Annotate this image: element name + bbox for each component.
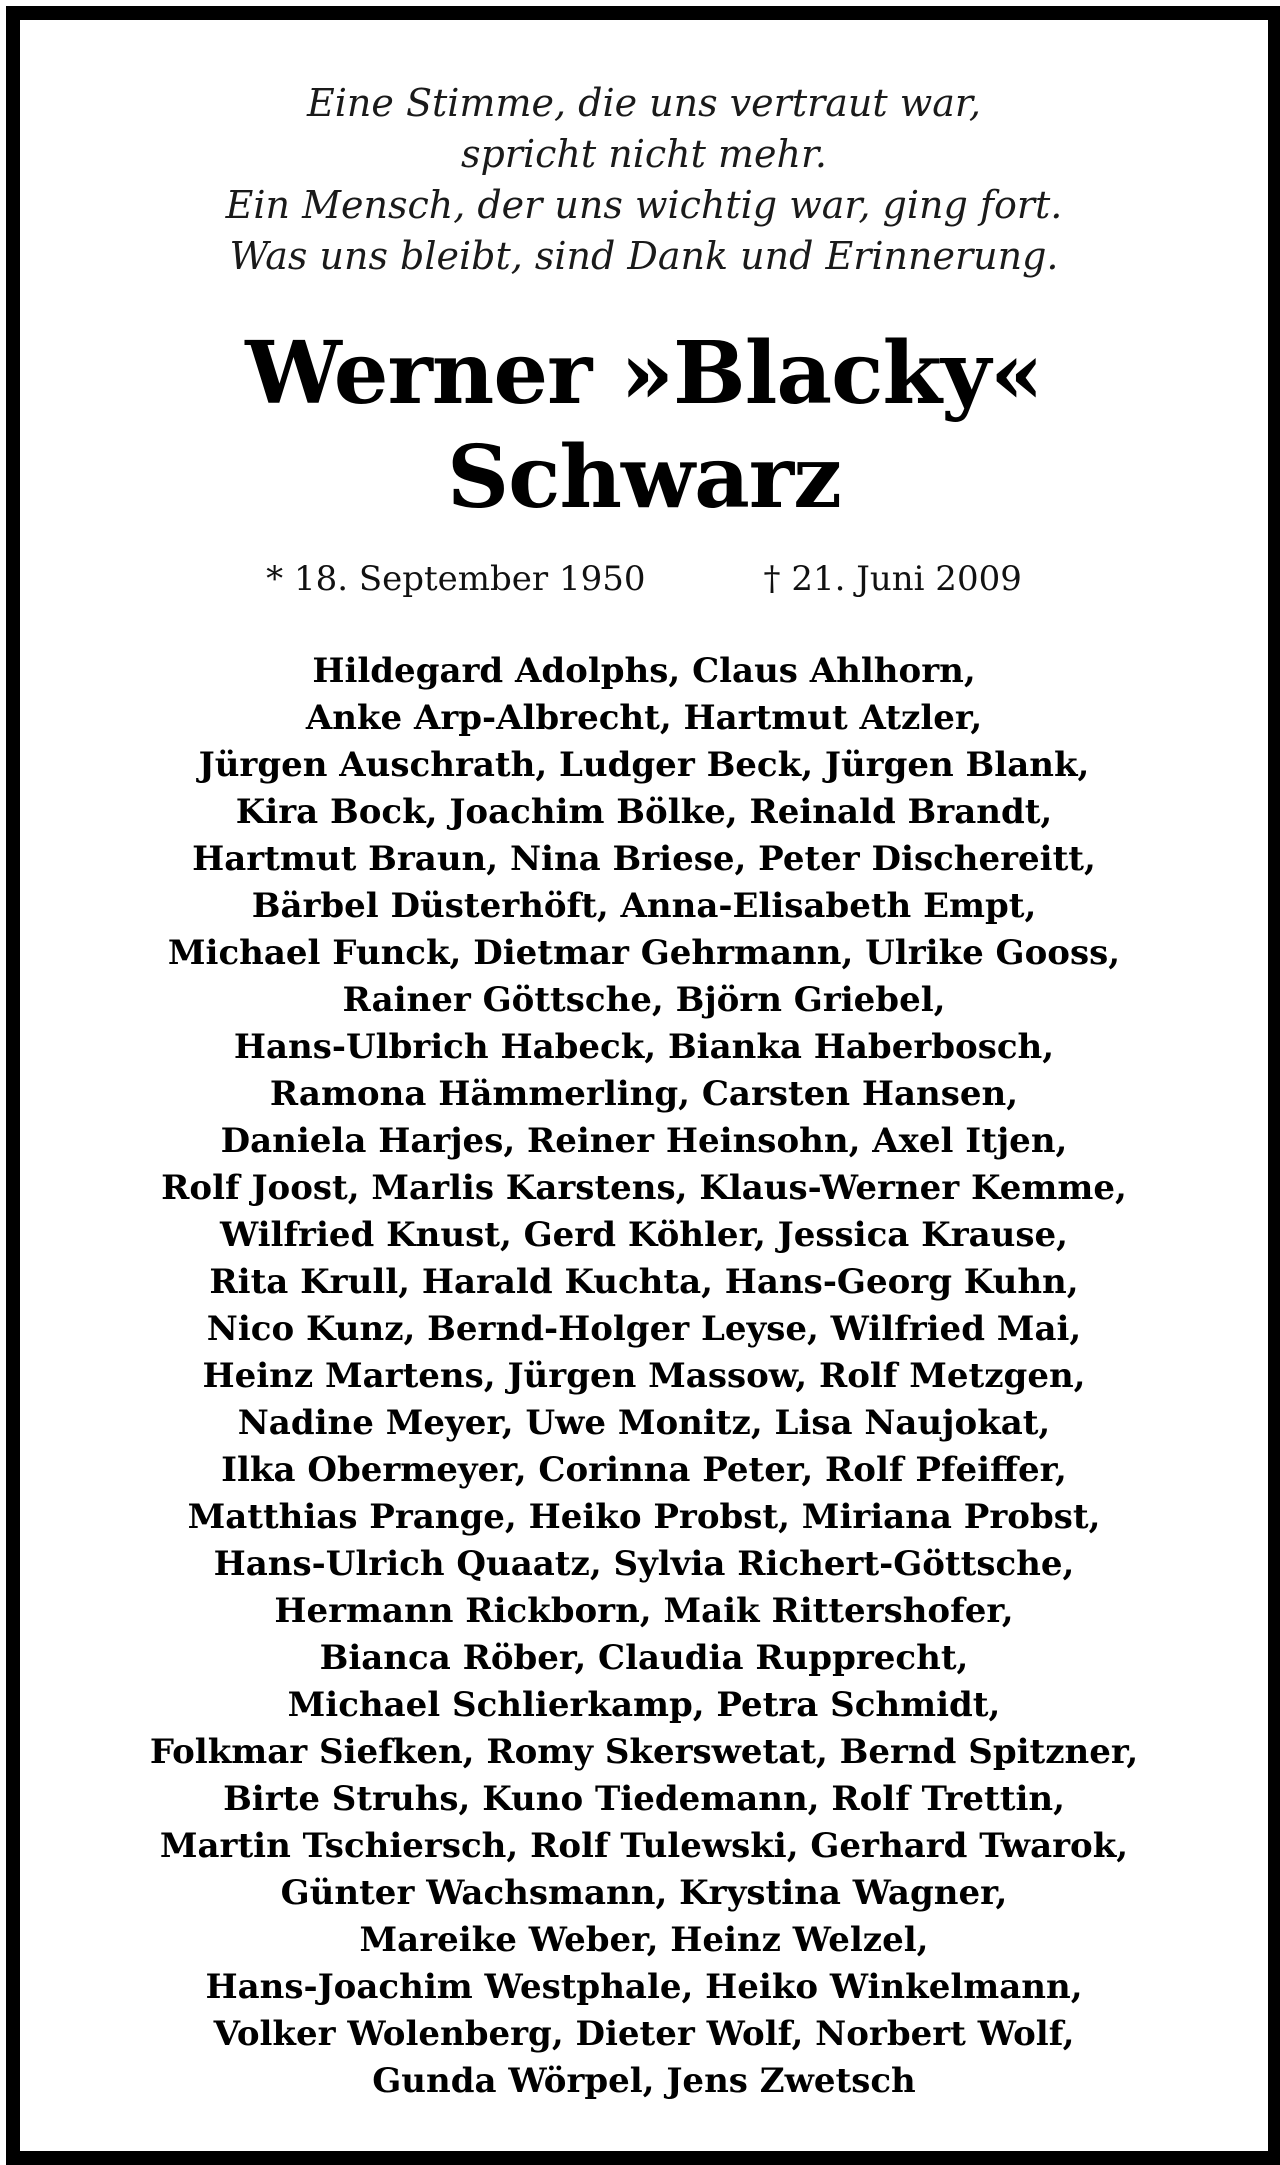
death-date: † 21. Juni 2009	[763, 559, 1022, 599]
mourners-line: Bärbel Düsterhöft, Anna-Elisabeth Empt,	[251, 886, 1037, 926]
mourners-line: Wilfried Knust, Gerd Köhler, Jessica Krause,	[220, 1215, 1068, 1255]
mourners-line: Birte Struhs, Kuno Tiedemann, Rolf Trettin,	[223, 1779, 1065, 1819]
mourners-line: Volker Wolenberg, Dieter Wolf, Norbert Wolf,	[213, 2014, 1075, 2054]
mourners-list	[20, 648, 1268, 2105]
mourners-line: Rolf Joost, Marlis Karstens, Klaus-Werner Kemme,	[161, 1168, 1127, 1208]
mourners-line: Günter Wachsmann, Krystina Wagner,	[280, 1873, 1008, 1913]
deceased-name-line1: Werner »Blacky«	[245, 323, 1043, 424]
mourners-line: Jürgen Auschrath, Ludger Beck, Jürgen Blank,	[198, 745, 1090, 785]
mourners-line: Bianca Röber, Claudia Rupprecht,	[319, 1638, 969, 1678]
deceased-name-line2: Schwarz	[447, 427, 841, 528]
poem-line: spricht nicht mehr.	[460, 132, 828, 176]
mourners-line: Hans-Joachim Westphale, Heiko Winkelmann,	[205, 1967, 1083, 2007]
mourners-line: Hildegard Adolphs, Claus Ahlhorn,	[312, 651, 976, 691]
mourners-line: Rita Krull, Harald Kuchta, Hans-Georg Kuhn,	[209, 1262, 1079, 1302]
mourners-line: Hartmut Braun, Nina Briese, Peter Dischereitt,	[192, 839, 1096, 879]
poem-line: Eine Stimme, die uns vertraut war,	[307, 81, 981, 125]
deceased-name	[20, 322, 1268, 530]
poem-line: Was uns bleibt, sind Dank und Erinnerung.	[229, 234, 1059, 278]
memorial-poem	[20, 78, 1268, 282]
mourners-line: Hermann Rickborn, Maik Rittershofer,	[274, 1591, 1014, 1631]
mourners-line: Mareike Weber, Heinz Welzel,	[359, 1920, 929, 1960]
life-dates	[20, 558, 1268, 600]
mourners-line: Matthias Prange, Heiko Probst, Miriana Probst,	[187, 1497, 1101, 1537]
mourners-line: Nico Kunz, Bernd-Holger Leyse, Wilfried Mai,	[206, 1309, 1082, 1349]
mourners-line: Heinz Martens, Jürgen Massow, Rolf Metzgen,	[202, 1356, 1086, 1396]
mourners-line: Michael Schlierkamp, Petra Schmidt,	[287, 1685, 1001, 1725]
obituary-frame	[6, 6, 1280, 2165]
poem-line: Ein Mensch, der uns wichtig war, ging fort.	[225, 183, 1063, 227]
mourners-line: Hans-Ulbrich Habeck, Bianka Haberbosch,	[233, 1027, 1055, 1067]
birth-date: * 18. September 1950	[266, 559, 646, 599]
mourners-line: Folkmar Siefken, Romy Skerswetat, Bernd Spitzner,	[149, 1732, 1139, 1772]
mourners-line: Michael Funck, Dietmar Gehrmann, Ulrike Gooss,	[167, 933, 1121, 973]
mourners-line: Nadine Meyer, Uwe Monitz, Lisa Naujokat,	[237, 1403, 1051, 1443]
mourners-line: Rainer Göttsche, Björn Griebel,	[342, 980, 946, 1020]
mourners-line: Kira Bock, Joachim Bölke, Reinald Brandt,	[235, 792, 1053, 832]
mourners-line: Anke Arp-Albrecht, Hartmut Atzler,	[305, 698, 983, 738]
mourners-line: Ramona Hämmerling, Carsten Hansen,	[269, 1074, 1019, 1114]
mourners-line: Ilka Obermeyer, Corinna Peter, Rolf Pfeiffer,	[221, 1450, 1067, 1490]
mourners-line: Daniela Harjes, Reiner Heinsohn, Axel Itjen,	[220, 1121, 1068, 1161]
mourners-line: Martin Tschiersch, Rolf Tulewski, Gerhard Twarok,	[159, 1826, 1129, 1866]
mourners-line: Hans-Ulrich Quaatz, Sylvia Richert-Göttsche,	[213, 1544, 1075, 1584]
mourners-line: Gunda Wörpel, Jens Zwetsch	[372, 2061, 916, 2101]
